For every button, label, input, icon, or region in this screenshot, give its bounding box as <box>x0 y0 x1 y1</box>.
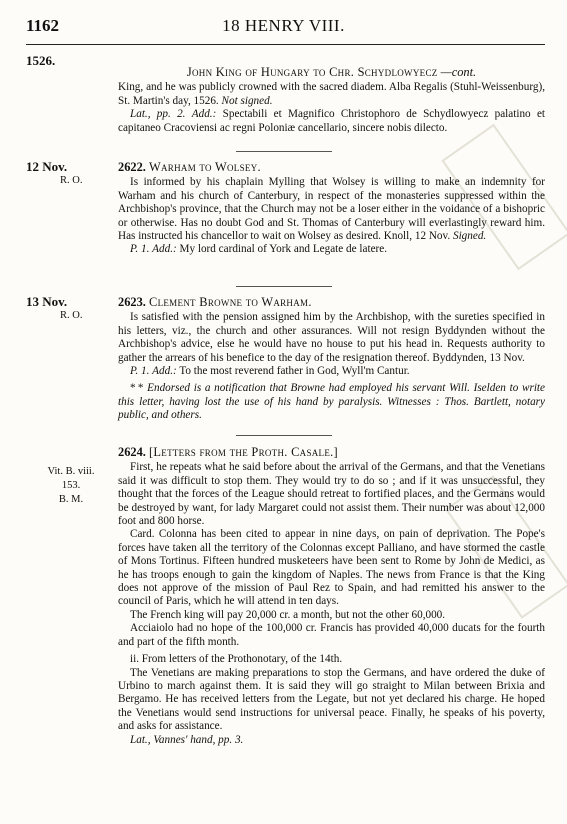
paragraph-1: First, he repeats what he said before about the arrival of the Germans, and that the Venetians said it was difficult to stop them. They would try to do so ; and if it was unsuccessful, they thought that the forces of the League should retreat to fortified places, and the Germans would be destroyed by want, for lady Margaret could not assist them. Their number was about 12,000 foot and 800 horse. <box>118 461 545 528</box>
entry-body: Is satisfied with the pension assigned him by the Archbishop, with the sureties specified in his letters, viz., the church and other assurances. Will not resign Byddynden without the Archbishop's advice, else he would have no house to put his head in. Requests authority to gather the arrears of his benefice to the day of the resignation thereof. Byddynden, 13 Nov. <box>118 311 545 364</box>
section-divider <box>236 151 332 152</box>
paragraph-3: The French king will pay 20,000 cr. a month, but not the other 60,000. <box>130 608 446 621</box>
entry-2624 <box>118 446 545 747</box>
entry-body: Is informed by his chaplain Mylling that Wolsey is willing to make an indemnity for Warham and his church of Canterbury, in respect of the monasteries suppressed within the Archbishop's province, that the Church may not be a loser either in the voidance of a bishopric or otherwise. Has no doubt God and St. Thomas of Canterbury will everlastingly reward him. Has instructed his chancellor to wait on Wolsey as desired. Knoll, 12 Nov. <box>118 176 545 243</box>
entry-source: Vit. B. viii. <box>47 466 95 477</box>
page-number: 1162 <box>26 16 60 35</box>
address: Spectabili et Magnifico Christophoro de Schydlowyecz palatino et capitaneo Cracoviensi ac regni Poloniæ cancellario, sincere nobis dilecto. <box>118 108 546 134</box>
header-rule <box>26 44 545 45</box>
entry-source: R. O. <box>60 310 83 321</box>
entry-body: King, and he was publicly crowned with the sacred diadem. Alba Regalis (Stuhl-Weissenburg), St. Martin's day, 1526. <box>118 81 545 107</box>
running-head: 18 HENRY VIII. <box>222 16 345 35</box>
paragraph-2: Card. Colonna has been cited to appear in nine days, on pain of deprivation. The Pope's forces have taken all the territory of the Colonnas except Palliano, and have stormed the castle of Mons Tortinus. Fifteen hundred musketeers have been sent to Rome by John de Medici, as he has troops enough to gain the kingdom of Naples. The news from France is that the King does not approve of the mission of Paul Rez to Spain, and had remitted his answer to the council of Paris, which he will attend in ten days. <box>118 528 545 608</box>
paragraph-4: Acciaiolo had no hope of the 100,000 cr. Francis has provided 40,000 ducats for the fourth and part of the fifth month. <box>118 622 545 648</box>
entry-title: John King of Hungary to Chr. Schydlowyecz —cont. <box>186 65 477 79</box>
section-divider <box>236 435 332 436</box>
note-mark: * * <box>130 382 144 395</box>
address: To the most reverend father in God, Wyll'm Cantur. <box>179 365 410 378</box>
section-divider <box>236 286 332 287</box>
address: My lord cardinal of York and Legate de latere. <box>179 243 388 256</box>
margin-2623 <box>26 295 126 323</box>
entry-2623: 2623. Clement Browne to Warham. Is satisfied with the pension assigned him by the Archbishop, with the sureties specified in his letters, viz., the church and other assurances. Will not resign Byddynden without the Archbishop's advice, else he would have no house to put his head in. Requests authority to gather the arrears of his benefice to the day of the resignation thereof. Byddynden, 13 Nov. P. 1. Add.: To the most reverend father in God, Wyll'm Cantur. * * Endorsed is a notification that Browne had employed his servant Will. Iselden to write this letter, having lost the use of his hand by paralysis. Witnesses : Thos. Bartlett, notary public, and others. <box>118 295 546 422</box>
paragraph-6: The Venetians are making preparations to stop the Germans, and have ordered the duke of Urbino to march against them. It is said they will go straight to Milan between Brixia and Bergamo. He has received letters from the Legate, but not yet declared his charge. He hoped the Venetians would send instructions for universal peace. Finally, he speaks of his poverty, and asks for assistance. <box>118 666 545 733</box>
entry-source-folio: 153. <box>61 480 81 491</box>
lat-note: Lat., pp. 2. <box>130 108 186 121</box>
entry-source: R. O. <box>60 175 83 186</box>
signed: Signed. <box>452 230 487 243</box>
entry-title: 2624. [Letters from the Proth. Casale.] <box>118 445 338 459</box>
entry-date: 13 Nov. <box>26 294 68 309</box>
entry-2622: 2622. Warham to Wolsey. Is informed by his chaplain Mylling that Wolsey is willing to make an indemnity for Warham and his church of Canterbury, in respect of the monasteries suppressed within the Archbishop's province, that the Church may not be a loser either in the voidance of a bishopric or otherwise. Has no doubt God and St. Thomas of Canterbury will everlastingly reward him. Has instructed his chancellor to wait on Wolsey as desired. Knoll, 12 Nov. Signed. P. 1. Add.: My lord cardinal of York and Legate de latere. <box>118 160 545 256</box>
margin-cont <box>26 54 126 68</box>
margin-2622 <box>26 160 126 188</box>
entry-title: 2622. Warham to Wolsey. <box>118 160 261 174</box>
lat-note: Lat., Vannes' hand, pp. 3. <box>130 733 244 746</box>
entry-source-repository: B. M. <box>58 494 84 505</box>
paragraph-5: ii. From letters of the Prothonotary, of the 14th. <box>130 653 343 666</box>
entry-date: 12 Nov. <box>26 159 68 174</box>
entry-continued: John King of Hungary to Chr. Schydlowyecz —cont. King, and he was publicly crowned with the sacred diadem. Alba Regalis (Stuhl-Weissenburg), St. Martin's day, 1526. Not signed. Lat., pp. 2. Add.: Spectabili et Magnifico Christophoro de Schydlowyecz palatino et capitaneo Cracoviensi ac regni Poloniæ cancellario, sincere nobis dilecto. <box>118 65 546 134</box>
endorsement-note: Endorsed is a notification that Browne had employed his servant Will. Iselden to write this letter, having lost the use of his hand by paralysis. Witnesses : Thos. Bartlett, notary public, and others. <box>118 382 546 422</box>
margin-2624 <box>26 465 126 507</box>
entry-title: 2623. Clement Browne to Warham. <box>118 295 312 309</box>
not-signed: Not signed. <box>221 94 273 107</box>
page-header <box>0 16 567 42</box>
entry-date: 1526. <box>26 53 56 68</box>
